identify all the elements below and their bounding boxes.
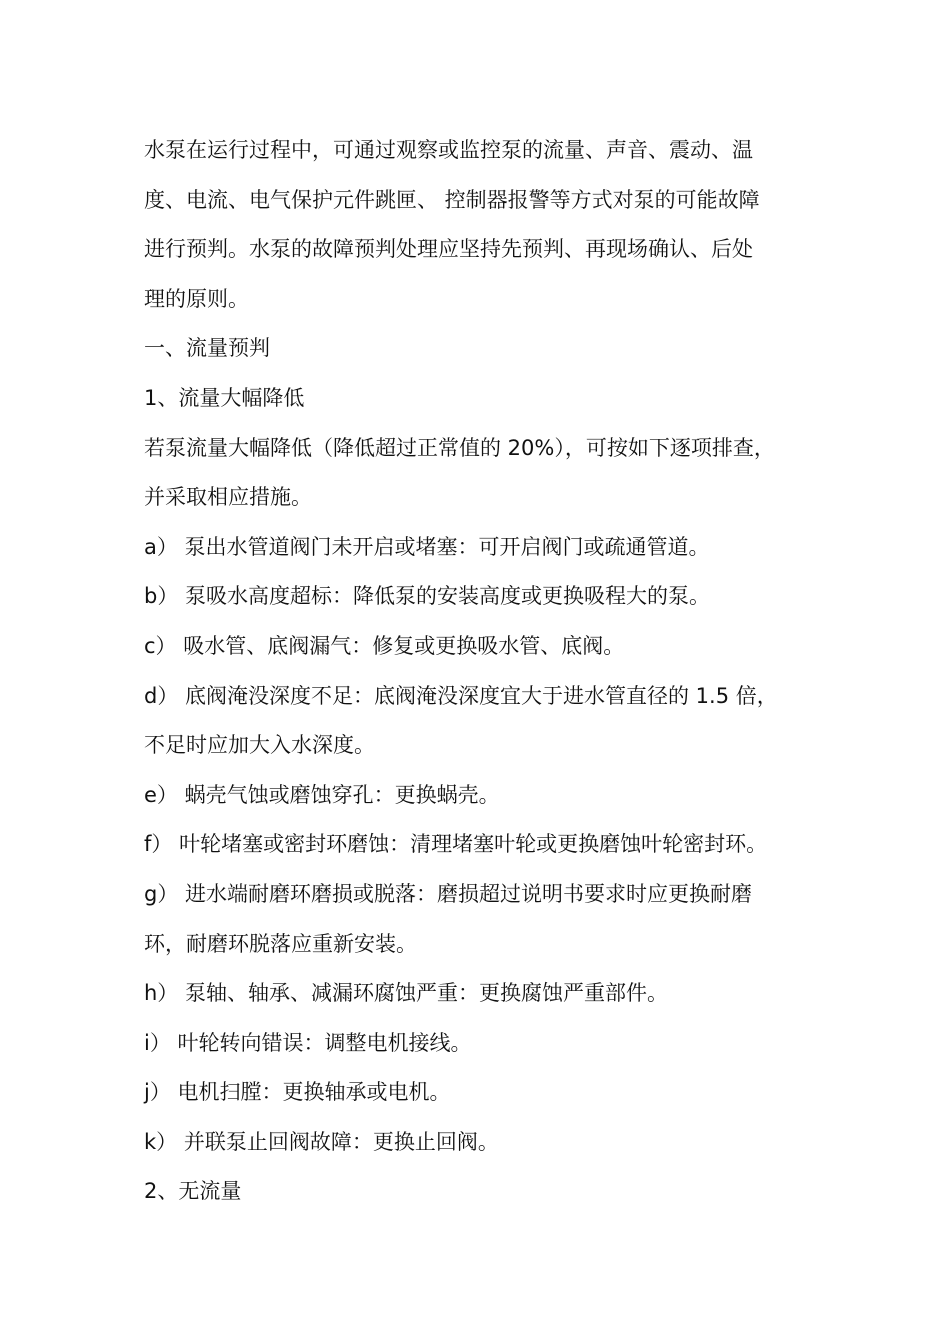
list-item-b: b） 泵吸水高度超标：降低泵的安装高度或更换吸程大的泵。 <box>144 584 711 609</box>
intro-line-3: 进行预判。水泵的故障预判处理应坚持先预判、再现场确认、后处 <box>144 237 753 262</box>
list-item-k: k） 并联泵止回阀故障：更换止回阀。 <box>144 1129 499 1154</box>
list-item-j: j） 电机扫膛：更换轴承或电机。 <box>144 1080 451 1105</box>
list-item-d-line-2: 不足时应加大入水深度。 <box>144 733 375 758</box>
list-item-e: e） 蜗壳气蚀或磨蚀穿孔：更换蜗壳。 <box>144 782 500 807</box>
list-item-g-line-2: 环，耐磨环脱落应重新安装。 <box>144 931 417 956</box>
intro-line-2: 度、电流、电气保护元件跳匣、 控制器报警等方式对泵的可能故障 <box>144 187 760 212</box>
subsection-heading-no-flow: 2、无流量 <box>144 1179 242 1204</box>
intro-line-1: 水泵在运行过程中，可通过观察或监控泵的流量、声音、震动、温 <box>144 138 753 162</box>
list-item-c: c） 吸水管、底阀漏气：修复或更换吸水管、底阀。 <box>144 633 625 658</box>
flow-drop-intro-line-2: 并采取相应措施。 <box>144 485 312 510</box>
list-item-g-line-1: g） 进水端耐磨环磨损或脱落：磨损超过说明书要求时应更换耐磨 <box>144 881 753 906</box>
list-item-i: i） 叶轮转向错误：调整电机接线。 <box>144 1030 472 1055</box>
subsection-heading-flow-drop: 1、流量大幅降低 <box>144 385 305 410</box>
intro-line-4: 理的原则。 <box>144 286 249 311</box>
document-body <box>144 126 820 1217</box>
list-item-h: h） 泵轴、轴承、减漏环腐蚀严重：更换腐蚀严重部件。 <box>144 981 668 1006</box>
list-item-f: f） 叶轮堵塞或密封环磨蚀：清理堵塞叶轮或更换磨蚀叶轮密封环。 <box>144 832 768 857</box>
section-heading-flow-prediction: 一、流量预判 <box>144 336 270 361</box>
list-item-a: a） 泵出水管道阀门未开启或堵塞：可开启阀门或疏通管道。 <box>144 534 710 559</box>
flow-drop-intro-line-1: 若泵流量大幅降低（降低超过正常值的 20%），可按如下逐项排查， <box>144 435 775 460</box>
list-item-d-line-1: d） 底阀淹没深度不足：底阀淹没深度宜大于进水管直径的 1.5 倍， <box>144 683 778 708</box>
